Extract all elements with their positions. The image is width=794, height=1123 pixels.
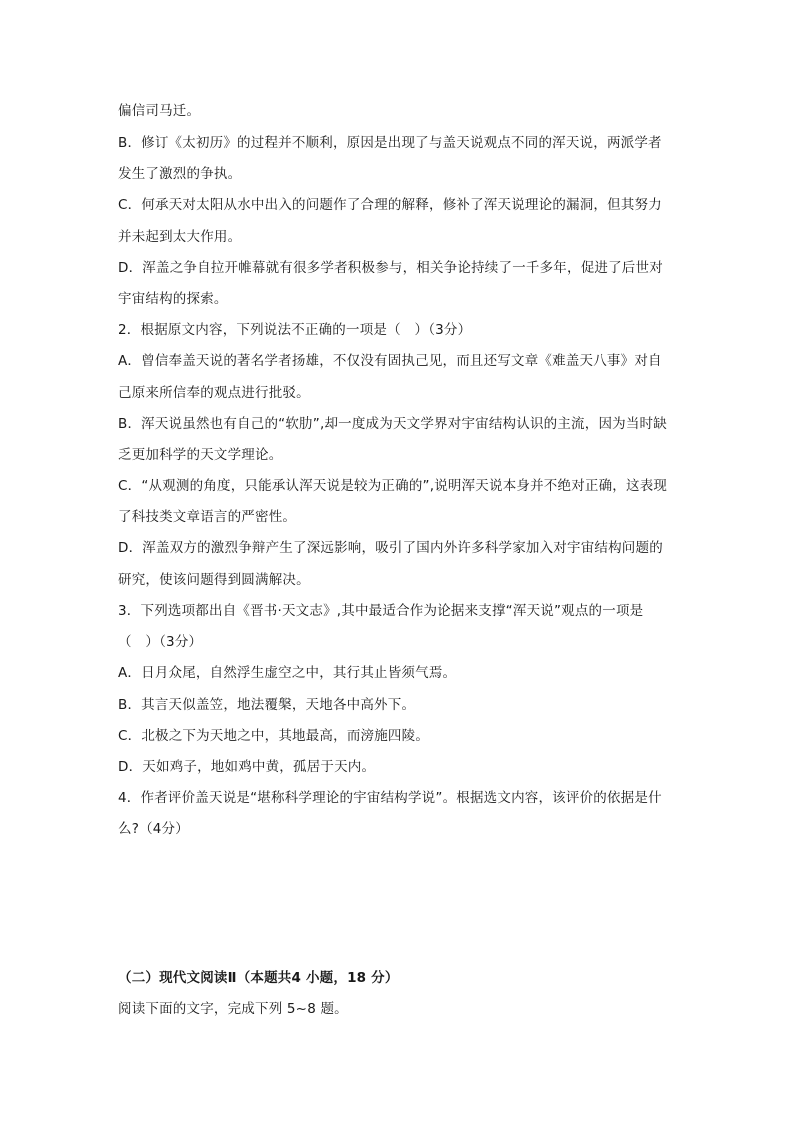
option-b: B．其言天似盖笠，地法覆槃，天地各中高外下。 [118, 697, 416, 713]
text-line: 己原来所信奉的观点进行批驳。 [118, 385, 310, 401]
option-c: C．北极之下为天地之中，其地最高，而滂施四陵。 [118, 728, 430, 744]
text-line: 了科技类文章语言的严密性。 [118, 509, 297, 525]
section-heading: （二）现代文阅读Ⅱ（本题共4 小题，18 分） [118, 970, 399, 986]
text-line: （ ）（3分） [118, 634, 203, 650]
text-line: 偏信司马迁。 [118, 103, 201, 119]
text-line: 研究，使该问题得到圆满解决。 [118, 572, 310, 588]
question-2-stem: 2．根据原文内容，下列说法不正确的一项是（ ）（3分） [118, 322, 472, 338]
text-line: B．修订《太初历》的过程并不顺利，原因是出现了与盖天说观点不同的浑天说，两派学者 [118, 135, 662, 151]
question-4-stem: 4．作者评价盖天说是“堪称科学理论的宇宙结构学说”。根据选文内容，该评价的依据是什 [118, 790, 662, 806]
option-a: A．日月众尾，自然浮生虚空之中，其行其止皆须气焉。 [118, 665, 457, 681]
text-line: A．曾信奉盖天说的著名学者扬雄，不仅没有固执己见，而且还写文章《难盖天八事》对自 [118, 353, 662, 369]
option-d: D．天如鸡子，地如鸡中黄，孤居于天内。 [118, 759, 376, 775]
section-intro: 阅读下面的文字，完成下列 5~8 题。 [118, 1001, 348, 1017]
text-line: D．浑盖双方的激烈争辩产生了深远影响，吸引了国内外许多科学家加入对宇宙结构问题的 [118, 540, 663, 556]
question-3-stem: 3．下列选项都出自《晋书·天文志》,其中最适合作为论据来支撑“浑天说”观点的一项是 [118, 603, 644, 619]
text-line: 发生了激烈的争执。 [118, 166, 242, 182]
text-line: 么?（4分） [118, 821, 189, 837]
text-line: D．浑盖之争自拉开帷幕就有很多学者积极参与，相关争论持续了一千多年，促进了后世对 [118, 260, 663, 276]
text-line: B．浑天说虽然也有自己的“软肋”,却一度成为天文学界对宇宙结构认识的主流，因为当时缺 [118, 416, 667, 432]
text-line: C．“从观测的角度，只能承认浑天说是较为正确的”,说明浑天说本身并不绝对正确，这表现 [118, 478, 668, 494]
text-line: C．何承天对太阳从水中出入的问题作了合理的解释，修补了浑天说理论的漏洞，但其努力 [118, 197, 662, 213]
text-line: 乏更加科学的天文学理论。 [118, 447, 283, 463]
text-line: 宇宙结构的探索。 [118, 291, 228, 307]
text-line: 并未起到太大作用。 [118, 229, 242, 245]
